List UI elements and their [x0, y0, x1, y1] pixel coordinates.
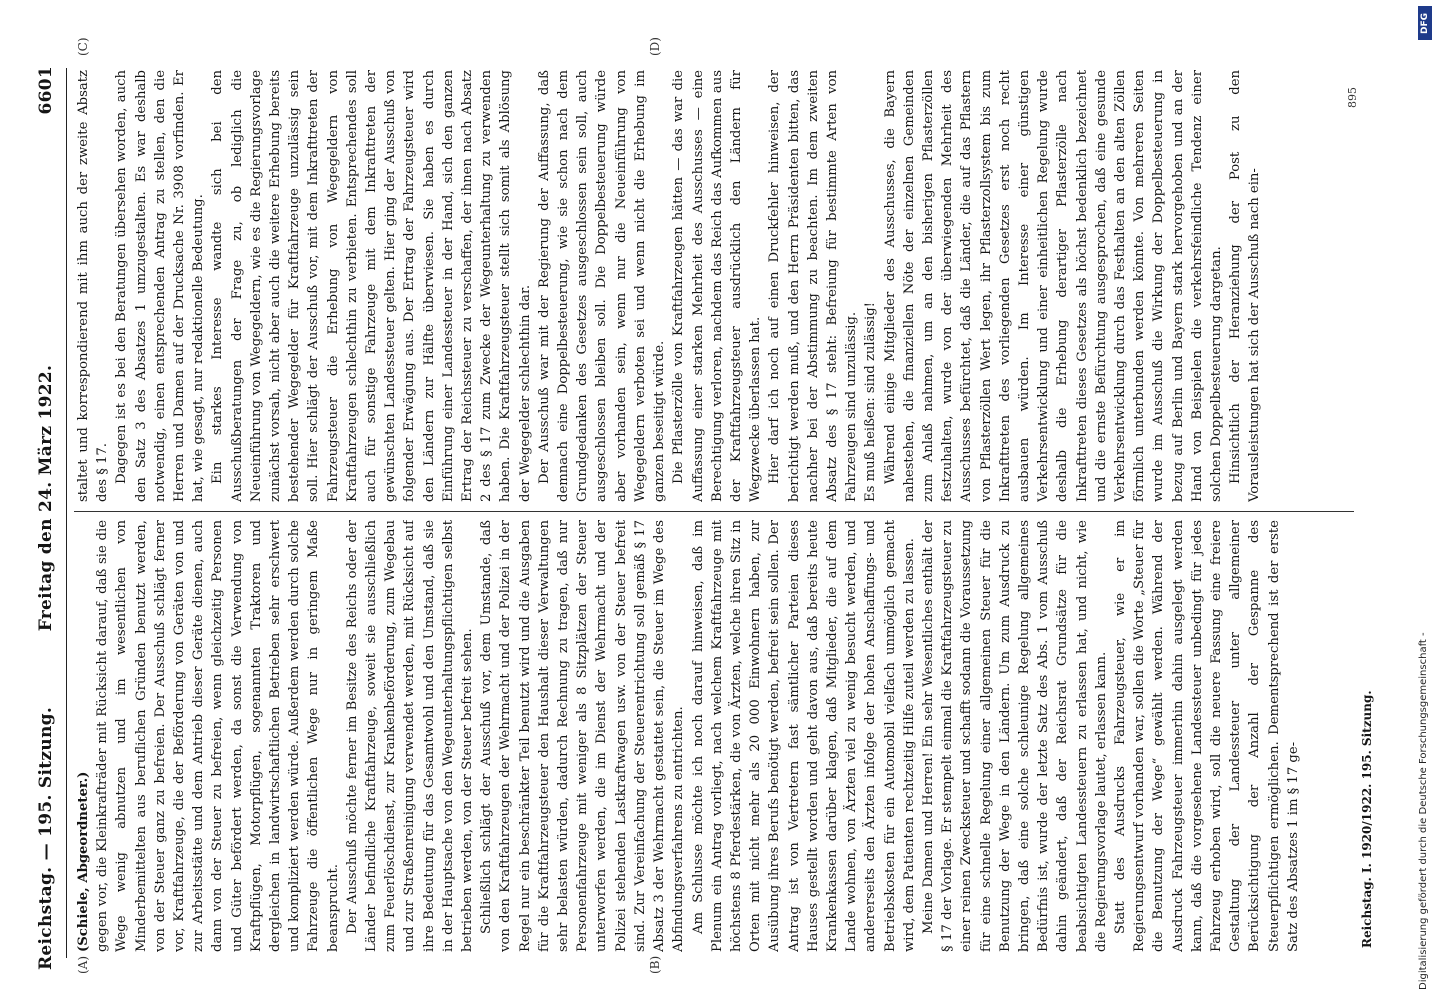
left-paragraph-6: Statt des Ausdrucks Fahrzeugsteuer, wie er im Regierungsentwurf vorhanden war, sollen die Worte „Steuer für die Benutzung der Wege“ gewählt werden. Während der Ausdruck Fahrzeugsteuer immerhin dahin ausgelegt werden kann, daß die vorgesehene Landessteuer unbedingt für jedes Fahrzeug erhoben wird, soll die neuere Fassung eine freiere Gestaltung der Landessteuer unter allgemeiner Berücksichtigung der Anzahl der Gespanne des Steuerpflichtigen ermöglichen. Dementsprechend ist der erste Satz des Absatzes 1 im § 17 ge- — [1112, 520, 1301, 952]
margin-marker-b: (B) — [648, 955, 662, 974]
header-date: Freitag den 24. März 1922. — [36, 364, 56, 632]
right-paragraph-2: Dagegen ist es bei den Beratungen übersehen worden, auch den Satz 3 des Absatzes 1 umzugestalten. Es war deshalb notwendig, einen entsprechenden Antrag zu stellen, den die Herren und Damen auf der Drucksache Nr. 3908 vorfinden. Er hat, wie gesagt, nur redaktionelle Bedeutung. — [114, 70, 207, 502]
speaker-line: (Schiele, Abgeordneter.) — [76, 771, 91, 952]
attribution-text: Digitalisierung gefördert durch die Deutsche Forschungsgemeinschaft - — [1418, 632, 1429, 990]
header-rule — [66, 68, 67, 958]
margin-marker-a: (A) — [76, 955, 90, 974]
right-paragraph-5: Die Pflasterzölle von Kraftfahrzeugen hätten — das war die Auffassung einer starken Mehrheit des Ausschusses — eine Berechtigung verloren, nachdem das Reich das Aufkommen aus der Kraftfahrzeugsteuer ausdrücklich den Ländern für Wegzwecke überlassen hat. — [671, 70, 764, 502]
left-paragraph-1: gegen vor, die Kleinkrafträder mit Rücksicht darauf, daß sie die Wege wenig abnutzen und im wesentlichen von Minderbemittelten aus beruflichen Gründen benutzt werden, von der Steuer ganz zu befreien. Der Ausschuß schlägt ferner vor, Kraftfahrzeuge, die der Beförderung von Geräten von und zur Arbeitsstätte und dem Antrieb dieser Geräte dienen, auch dann von der Steuer zu befreien, wenn gleichzeitig Personen und Güter befördert werden, da sonst die Verwendung von Kraftpflügen, Motorpflügen, sogenannten Traktoren und dergleichen in landwirtschaftlichen Betrieben sehr erschwert und kompliziert werden würde. Außerdem werden durch solche Fahrzeuge die öffentlichen Wege nur in geringem Maße beansprucht. — [95, 520, 341, 952]
margin-marker-d: (D) — [648, 37, 662, 56]
right-paragraph-8: Während einige Mitglieder des Ausschusses, die Bayern nahestehen, die finanziellen Nöte der einzelnen Gemeinden zum Anlaß nahmen, um an den bisherigen Pflasterzöllen festzuhalten, wurde von der überwiegenden Mehrheit des Ausschusses befürchtet, daß die Länder, die auf das Pflastern von Pflasterzöllen Wert legen, ihr Pflasterzollsystem bis zum Inkrafttreten des vorliegenden Gesetzes erst noch recht ausbauen würden. Im Interesse einer günstigen Verkehrsentwicklung und einer einheitlichen Regelung wurde deshalb die Erhebung derartiger Pflasterzölle nach Inkrafttreten dieses Gesetzes als höchst bedenklich bezeichnet und die ernste Befürchtung ausgesprochen, daß eine gesunde Verkehrsentwicklung durch das Festhalten an den alten Zöllen förmlich unterbunden werden könnte. Von mehreren Seiten wurde im Ausschuß die Wirkung der Doppelbesteuerung in bezug auf Berlin und Bayern stark hervorgehoben und an der Hand von Beispielen die verkehrsfeindliche Tendenz einer solchen Doppelbesteuerung dargetan. — [882, 70, 1224, 502]
column-divider — [74, 511, 1354, 512]
left-paragraph-4: Am Schlusse möchte ich noch darauf hinweisen, daß im Plenum ein Antrag vorliegt, nach welchem Kraftfahrzeuge mit höchstens 8 Pferdestärken, die von Ärzten, welche ihren Sitz in Orten mit nicht mehr als 20 000 Einwohnern haben, zur Ausübung ihres Berufs benötigt werden, befreit sein sollen. Der Antrag ist von Vertretern fast sämtlicher Parteien dieses Hauses gestellt worden und geht davon aus, daß bereits heute Krankenkassen darüber klagen, daß Mitglieder, die auf dem Lande wohnen, von Ärzten viel zu wenig besucht werden, und andererseits den Ärzten infolge der hohen Anschaffungs- und Betriebskosten für ein Automobil vielfach unmöglich gemacht wird, dem Patienten rechtzeitig Hilfe zuteil werden zu lassen. — [690, 520, 917, 952]
page-header — [36, 16, 62, 980]
margin-marker-c: (C) — [76, 37, 90, 56]
right-text-column — [74, 70, 1364, 502]
left-paragraph-5: Meine Damen und Herren! Ein sehr Wesentliches enthält der § 17 der Vorlage. Er stempelt einmal die Kraftfahrzeugsteuer zu einer reinen Zwecksteuer und schafft sodann die Voraussetzung für eine schnelle Regelung einer allgemeinen Steuer für die Benutzung der Wege in den Ländern. Um zum Ausdruck zu bringen, daß eine solche schleunige Regelung allgemeines Bedürfnis ist, wurde der letzte Satz des Abs. 1 vom Ausschuß dahin geändert, daß der Reichsrat Grundsätze für die beabsichtigten Landessteuern zu erlassen hat, und nicht, wie die Regierungsvorlage lautet, erlassen kann. — [920, 520, 1109, 952]
footer-sheet-number: 895 — [1346, 87, 1359, 108]
right-paragraph-6: Hier darf ich noch auf einen Druckfehler hinweisen, der berichtigt werden muß, und den Herrn Präsidenten bitten, das nachher bei der Abstimmung zu beachten. Im dem zweiten Absatz des § 17 steht: Befreiung für bestimmte Arten von Fahrzeugen sind unzulässig. — [767, 70, 860, 502]
left-text-column — [74, 520, 1364, 952]
right-paragraph-9: Hinsichtlich der Heranziehung der Post zu den Vorausleistungen hat sich der Ausschuß nach ein- — [1228, 70, 1263, 502]
right-paragraph-1: staltet und korrespondierend mit ihm auch der zweite Absatz des § 17. — [76, 70, 111, 502]
right-paragraph-4: Der Ausschuß war mit der Regierung der Auffassung, daß demnach eine Doppelbesteuerung, wie sie schon nach dem Grundgedanken des Gesetzes ausgeschlossen sein soll, auch ausgeschlossen bleiben soll. Die Doppelbesteuerung würde aber vorhanden sein, wenn nur die Neueinführung von Wegegeldern verboten sei und wenn nicht die Erhebung im ganzen beseitigt würde. — [536, 70, 668, 502]
rotated-newspaper-page — [8, 8, 1388, 988]
left-paragraph-3: Schließlich schlägt der Ausschuß vor, dem Umstande, daß von den Kraftfahrzeugen der Wehrmacht und der Polizei in der Regel nur ein beschränkter Teil benutzt wird und die Ausgaben für die Kraftfahrzeugsteuer den Haushalt dieser Verwaltungen sehr belasten würden, dadurch Rechnung zu tragen, daß nur Personenfahrzeuge mit weniger als 8 Sitzplätzen der Steuer unterworfen werden, die im Dienst der Wehrmacht und der Polizei stehenden Lastkraftwagen usw. von der Steuer befreit sind. Zur Vereinfachung der Steuerentrichtung soll gemäß § 17 Absatz 3 der Wehrmacht gestattet sein, die Steuer im Wege des Abfindungsverfahrens zu entrichten. — [479, 520, 687, 952]
dfg-logo-badge: DFG — [1418, 6, 1432, 40]
right-paragraph-3: Ein starkes Interesse wandte sich bei den Ausschußberatungen der Frage zu, ob lediglich die Neueinführung von Wegegeldern, wie es die Regierungsvorlage zunächst vorsah, nicht aber auch die weitere Erhebung bereits bestehender Wegegelder für Kraftfahrzeuge unzulässig sein soll. Hier schlägt der Ausschuß vor, mit dem Inkrafttreten der Fahrzeugsteuer die Erhebung von Wegegeldern von Kraftfahrzeugen schlechthin zu verbieten. Entsprechendes soll auch für sonstige Fahrzeuge mit dem Inkrafttreten der gewünschten Landessteuer gelten. Hier ging der Ausschuß von folgender Erwägung aus. Der Ertrag der Fahrzeugsteuer wird den Ländern zur Hälfte überwiesen. Sie haben es durch Einführung einer Landessteuer in der Hand, sich den ganzen Ertrag der Reichssteuer zu verschaffen, der ihnen nach Absatz 2 des § 17 zum Zwecke der Wegeunterhaltung zu verwenden haben. Die Kraftfahrzeugsteuer stellt sich somit als Ablösung der Wegegelder schlechthin dar. — [210, 70, 533, 502]
header-page-number: 6601 — [36, 66, 56, 115]
footer-signature: Reichstag. I. 1920/1922. 195. Sitzung. — [1360, 690, 1374, 948]
right-paragraph-7: Es muß heißen: sind zulässig! — [863, 302, 879, 502]
header-session: Reichstag. — 195. Sitzung. — [36, 706, 56, 970]
left-paragraph-2: Der Ausschuß möchte ferner im Besitze des Reichs oder der Länder befindliche Kraftfahrzeuge, soweit sie ausschließlich zum Feuerlöschdienst, zur Krankenbeförderung, zum Wegebau und zur Straßenreinigung verwendet werden, mit Rücksicht auf ihre Bedeutung für das Gesamtwohl und den Umstand, daß sie in der Hauptsache von den Wegeunterhaltungspflichtigen selbst betrieben werden, von der Steuer befreit sehen. — [344, 520, 476, 952]
digitization-attribution — [1414, 0, 1434, 1000]
